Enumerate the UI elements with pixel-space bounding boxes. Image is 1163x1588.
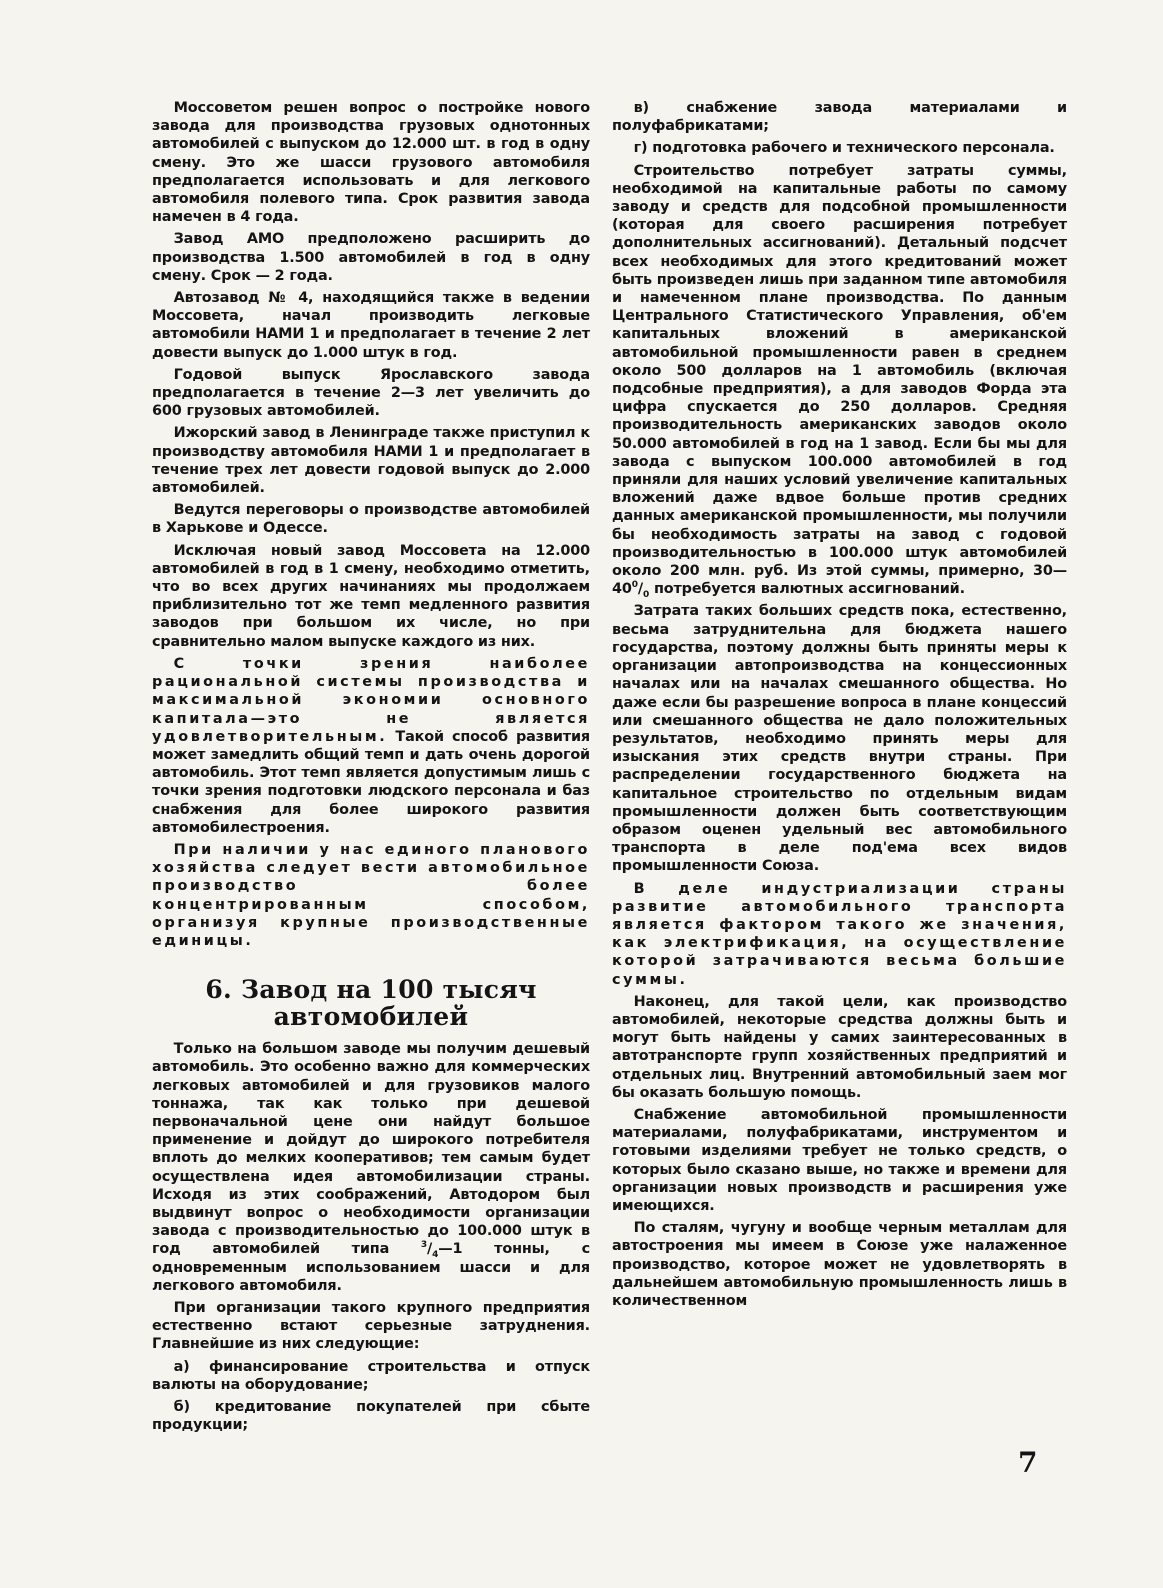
paragraph-emphasis — [152, 655, 590, 837]
list-item: а) финансирование строительства и отпуск валюты на оборудование; — [152, 1358, 590, 1393]
paragraph-text-continued: —1 тонны, с одновременным использованием шасси и для легкового автомобиля. — [152, 1241, 590, 1294]
paragraph — [152, 1040, 590, 1295]
paragraph: Наконец, для такой цели, как производство автомобилей, некоторые средства должны быть и могут быть найдены у самих заинтересованных в автотранспорте групп хозяйственных предприятий и отдельных лиц. Внутренний автомобильный заем мог бы оказать большую помощь. — [612, 993, 1067, 1101]
section-heading: 6. Завод на 100 тысяч автомобилей — [205, 975, 537, 1032]
paragraph — [612, 162, 1067, 599]
paragraph: Моссоветом решен вопрос о постройке нового завода для производства грузовых однотонных автомобилей с выпуском до 12.000 шт. в год в одну смену. Это же шасси грузового автомобиля предполагается использовать и для легкового автомобиля полевого типа. Срок развития завода намечен в 4 года. — [152, 100, 590, 226]
list-item: б) кредитование покупателей при сбыте продукции; — [152, 1399, 590, 1434]
percent-sign-bottom: 0 — [642, 590, 650, 601]
list-item: в) снабжение завода материалами и полуфабрикатами; — [612, 100, 1067, 135]
paragraph: Исключая новый завод Моссовета на 12.000 автомобилей в год в 1 смену, необходимо отметить, что во всех других начинаниях мы продолжаем приблизительно тот же темп медленного развития заводов при большом их числе, но при сравнительно малом выпуске каждого из них. — [152, 542, 590, 650]
paragraph: Снабжение автомобильной промышленности материалами, полуфабрикатами, инструментом и готовыми изделиями требует не только средств, о которых было сказано выше, но также и времени для организации новых производств и расширения уже имеющихся. — [612, 1106, 1067, 1214]
fraction-slash: / — [427, 1241, 433, 1258]
percent-slash: / — [637, 581, 643, 598]
paragraph: Годовой выпуск Ярославского завода предполагается в течение 2—3 лет увеличить до 600 грузовых автомобилей. — [152, 366, 590, 420]
paragraph-text: Только на большом заводе мы получим дешевый автомобиль. Это особенно важно для коммерческих легковых автомобилей и для грузовиков малого тоннажа, так как только при дешевой первоначальной цене они найдут большое применение и дойдут до широкого потребителя вплоть до мелких кооперативов; тем самым будет осуществлена идея автомобилизации страны. Исходя из этих соображений, Автодором был выдвинут вопрос о необходимости организации завода с производительностью до 100.000 штук в год автомобилей типа — [152, 1041, 590, 1258]
paragraph: Затрата таких больших средств пока, естественно, весьма затруднительна для бюджета нашего государства, поэтому должны быть приняты меры к организации автопроизводства на концессионных началах или на началах смешанного общества. Но даже если бы разрешение вопроса в плане концессий или смешанного общества не дало положительных результатов, необходимо принять меры для изыскания этих средств внутри страны. При распределении государственного бюджета на капитальное строительство по отдельным видам промышленности должен быть соответствующим образом оценен удельный вес автомобильного транспорта в деле под'ема всех видов промышленности Союза. — [612, 603, 1067, 875]
fraction-denominator: 4 — [432, 1250, 439, 1261]
paragraph: По сталям, чугуну и вообще черным металлам для автостроения мы имеем в Союзе уже налаженное производство, которое может не удовлетворять в дальнейшем автомобильную промышленность лишь в количественном — [612, 1220, 1067, 1309]
paragraph: Ижорский завод в Ленинграде также приступил к производству автомобиля НАМИ 1 и предполагает в течение трех лет довести годовой выпуск до 2.000 автомобилей. — [152, 425, 590, 497]
fraction-numerator: 3 — [420, 1240, 428, 1251]
percent-sign-top: 0 — [631, 580, 638, 591]
paragraph: Завод АМО предположено расширить до производства 1.500 автомобилей в год в одну смену. Срок — 2 года. — [152, 231, 590, 284]
paragraph-emphasis-spaced: При наличии у нас единого планового хозяйства следует вести автомобильное производство более концентрированным способом, организуя крупные производственные единицы. — [152, 841, 590, 949]
right-column — [612, 99, 1067, 1314]
paragraph: Автозавод № 4, находящийся также в ведении Моссовета, начал производить легковые автомобили НАМИ 1 и предполагает в течение 2 лет довести выпуск до 1.000 штук в год. — [152, 290, 590, 361]
paragraph: При организации такого крупного предприятия естественно встают серьезные затруднения. Главнейшие из них следующие: — [152, 1299, 590, 1353]
paragraph-emphasis-spaced: В деле индустриализации страны развитие автомобильного транспорта является фактором такого же значения, как электрификация, на осуществление которой затрачиваются весьма большие суммы. — [612, 880, 1067, 988]
list-item: г) подготовка рабочего и технического персонала. — [633, 140, 1055, 157]
spaced-emphasis-text: С точки зрения наиболее рациональной системы производства и максимальной экономии основного капитала—это не является удовлетворительным. — [152, 655, 590, 745]
left-column — [152, 99, 590, 1438]
paragraph-continuation: Такой способ развития может замедлить общий темп и дать очень дорогой автомобиль. Этот темп является допустимым лишь с точки зрения подготовки людского персонала и баз снабжения для более широкого развития автомобилестроения. — [152, 728, 590, 836]
paragraph-text: Строительство потребует затраты суммы, необходимой на капитальные работы по самому заводу и средств для подсобной промышленности (которая для своего расширения потребует дополнительных ассигнований). Детальный подсчет всех необходимых для этого кредитований может быть произведен лишь при заданном типе автомобиля и намеченном плане производства. По данным Центрального Статистического Управления, об'ем капитальных вложений в американской автомобильной промышленности равен в среднем около 500 долларов на 1 автомобиль (включая подсобные предприятия), а для заводов Форда эта цифра спускается до 250 долларов. Средняя производительность американских заводов около 50.000 автомобилей в год на 1 завод. Если бы мы для завода с выпуском 100.000 автомобилей в год приняли для наших условий увеличение капитальных вложений даже вдвое больше против средних данных американской промышленности, мы получили бы необходимость затраты на завод с годовой производительностью в 100.000 штук автомобилей около 200 млн. руб. Из этой суммы, примерно, 30—40 — [612, 162, 1067, 598]
page-number: 7 — [1018, 1446, 1038, 1479]
paragraph-text-continued: потребуется валютных ассигнований. — [649, 581, 965, 598]
paragraph: Ведутся переговоры о производстве автомобилей в Харькове и Одессе. — [152, 502, 590, 537]
